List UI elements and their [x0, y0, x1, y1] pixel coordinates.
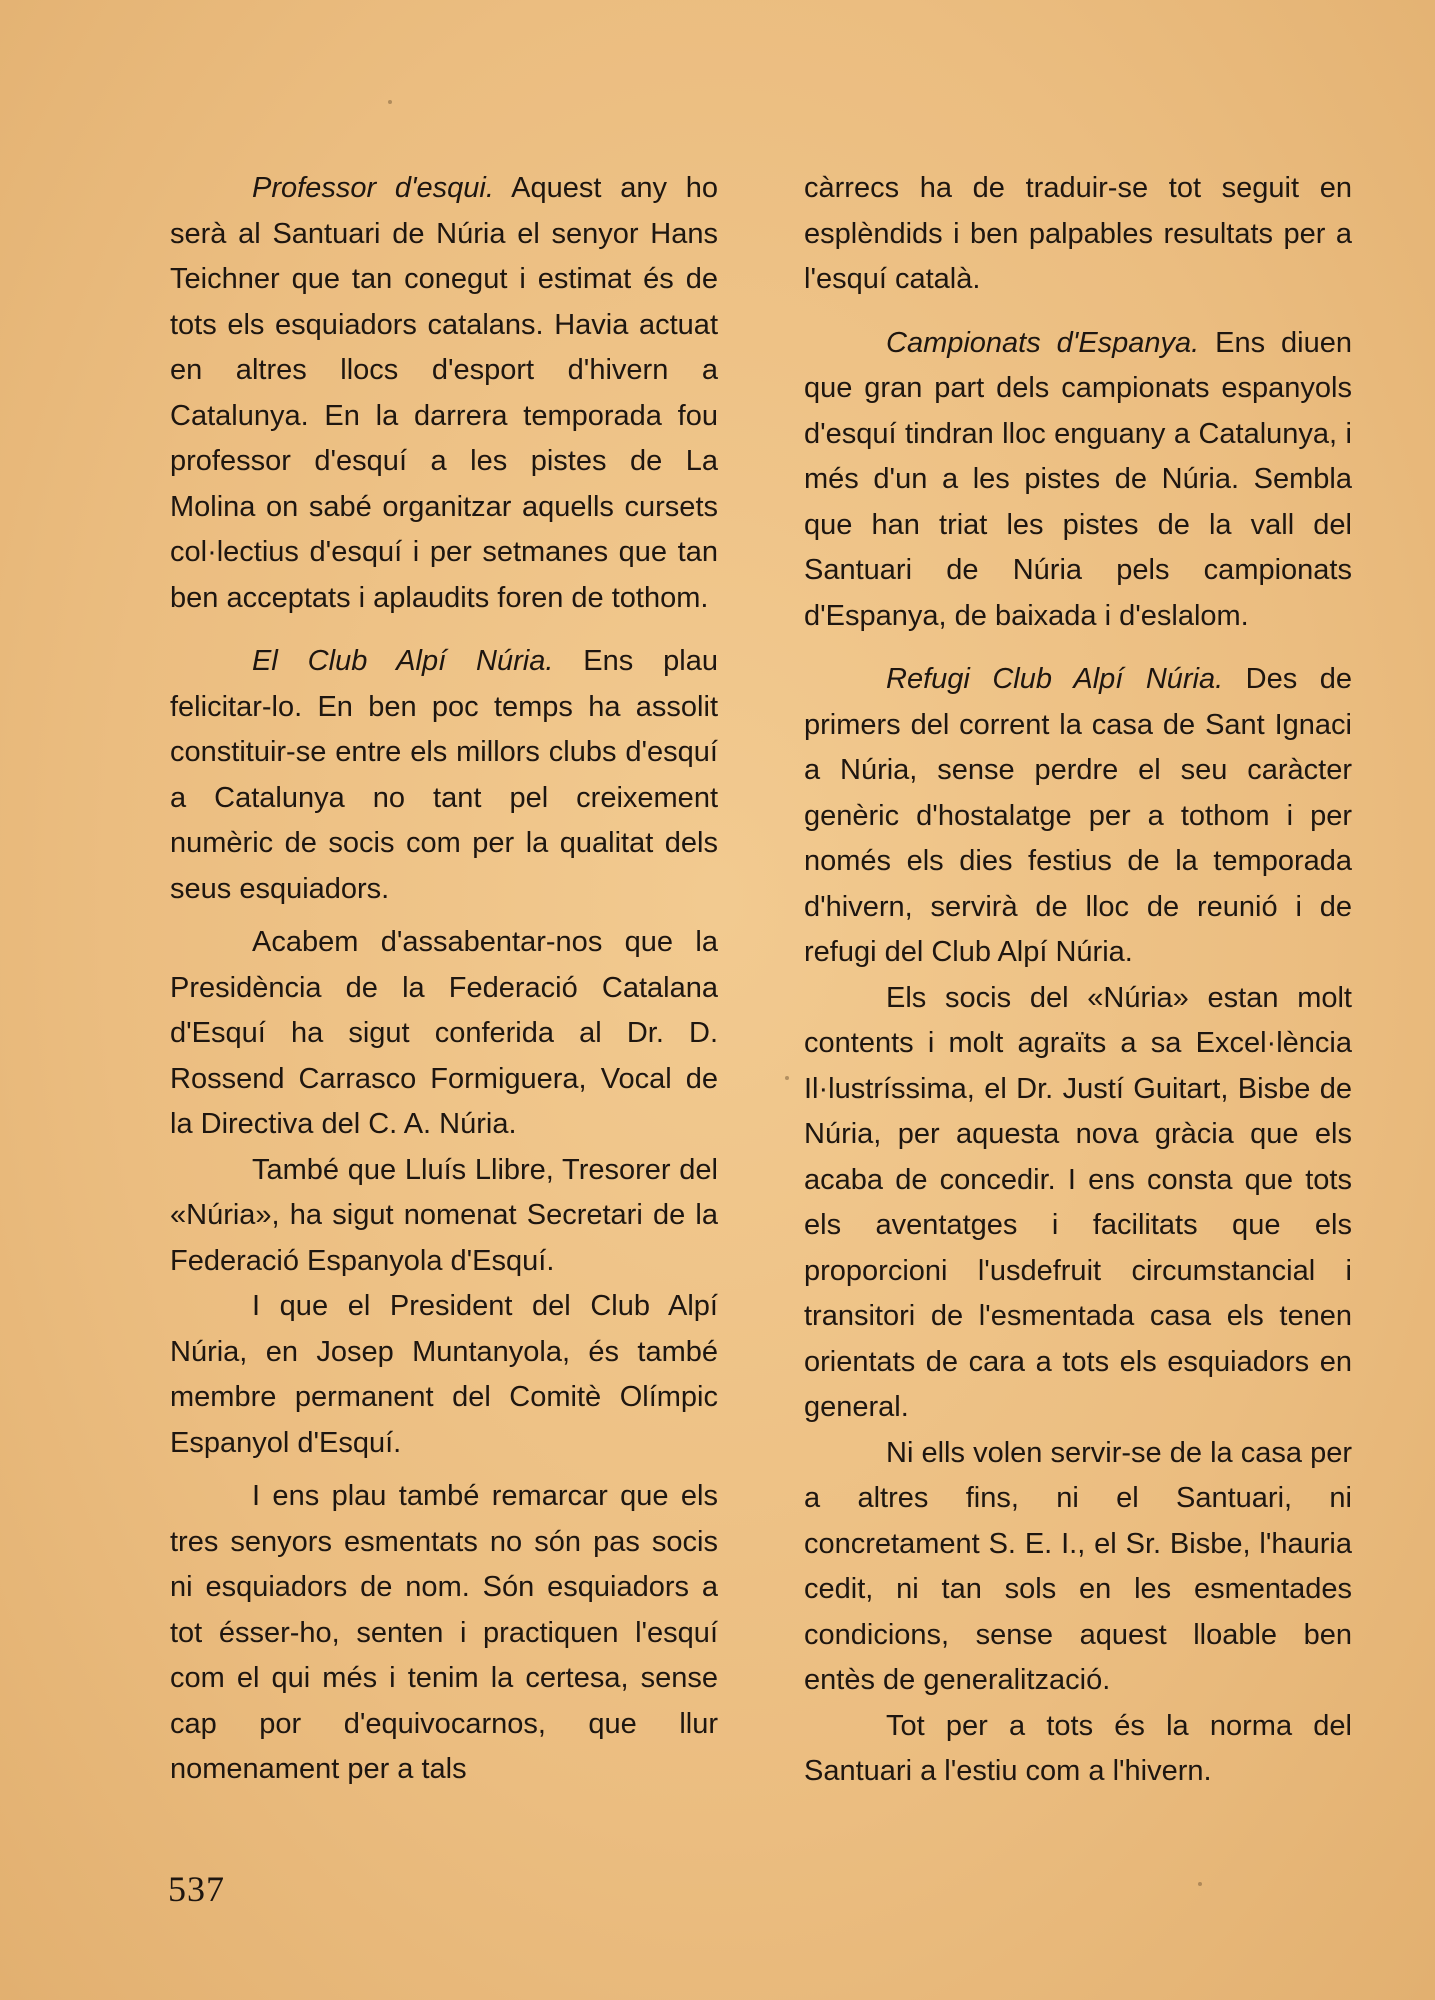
- section-heading: Refugi Club Alpí Núria.: [886, 663, 1224, 695]
- paragraph-remarcar: I ens plau també remarcar que els tres senyors esmentats no són pas socis ni esquiadors de nom. Són esquiadors a tot ésser-ho, senten i practiquen l'esquí com el qui més i tenim la certesa, sense cap por d'equivocarnos, que llur nomenament per a tals: [170, 1480, 718, 1785]
- paragraph-carrecs-continuation: càrrecs ha de traduir-se tot seguit en esplèndids i ben palpables resultats per a l'esquí català.: [804, 172, 1352, 295]
- right-column: [804, 166, 1352, 1795]
- section-heading: Campionats d'Espanya.: [886, 326, 1200, 359]
- paragraph-socis: Els socis del «Núria» estan molt contents i molt agraïts a sa Excel·lència Il·lustríssima, el Dr. Justí Guitart, Bisbe de Núria, per aquesta nova gràcia que els acaba de concedir. I ens consta que tots els aventatges i facilitats que els proporcioni l'usdefruit circumstancial i transitori de l'esmentada casa els tenen orientats de cara a tots els esquiadors en general.: [804, 981, 1352, 1423]
- paragraph-text: Des de primers del corrent la casa de Sant Ignaci a Núria, sense perdre el seu caràcter genèric d'hostalatge per a tothom i per només els dies festius de la temporada d'hivern, servirà de lloc de reunió i de refugi del Club Alpí Núria.: [804, 663, 1352, 968]
- page-number: 537: [168, 1869, 225, 1909]
- paragraph-norma: Tot per a tots és la norma del Santuari a l'estiu com a l'hivern.: [804, 1709, 1352, 1787]
- paragraph-text: Aquest any ho serà al Santuari de Núria el senyor Hans Teichner que tan conegut i estimat és de tots els esquiadors catalans. Havia actuat en altres llocs d'esport d'hivern a Catalunya. En la darrera temporada fou professor d'esquí a les pistes de La Molina on sabé organitzar aquells cursets col·lectius d'esquí i per setmanes que tan ben acceptats i aplaudits foren de tothom.: [170, 172, 718, 614]
- paper-speck: [1198, 1882, 1202, 1886]
- paragraph-campionats: [804, 321, 1352, 640]
- paragraph-club-alpi-nuria: [170, 639, 718, 912]
- paragraph-refugi: [804, 657, 1352, 976]
- paragraph-presidencia: Acabem d'assabentar-nos que la Presidència de la Federació Catalana d'Esquí ha sigut conferida al Dr. D. Rossend Carrasco Formiguera, Vocal de la Directiva del C. A. Núria.: [170, 926, 718, 1140]
- paper-speck: [785, 1076, 789, 1080]
- paragraph-text: Ens diuen que gran part dels campionats espanyols d'esquí tindran lloc enguany a Catalunya, i més d'un a les pistes de Núria. Sembla que han triat les pistes de la vall del Santuari de Núria pels campionats d'Espanya, de baixada i d'eslalom.: [804, 326, 1352, 632]
- paragraph-professor-esqui: [170, 166, 718, 621]
- paragraph-servir: Ni ells volen servir-se de la casa per a altres fins, ni el Santuari, ni concretament S. E. I., el Sr. Bisbe, l'hauria cedit, ni tan sols en les esmentades condicions, sense aquest lloable ben entès de generalització.: [804, 1436, 1352, 1696]
- paragraph-president: I que el President del Club Alpí Núria, en Josep Muntanyola, és també membre permanent del Comitè Olímpic Espanyol d'Esquí.: [170, 1290, 718, 1459]
- section-heading: Professor d'esqui.: [252, 172, 494, 204]
- paper-speck: [388, 100, 392, 104]
- left-column: [170, 166, 718, 1793]
- section-heading: El Club Alpí Núria.: [252, 645, 554, 677]
- paragraph-text: Ens plau felicitar-lo. En ben poc temps ha assolit constituir-se entre els millors clubs d'esquí a Catalunya no tant pel creixement numèric de socis com per la qualitat dels seus esquiadors.: [170, 645, 718, 905]
- paragraph-tresorer: També que Lluís Llibre, Tresorer del «Núria», ha sigut nomenat Secretari de la Federació Espanyola d'Esquí.: [170, 1153, 718, 1277]
